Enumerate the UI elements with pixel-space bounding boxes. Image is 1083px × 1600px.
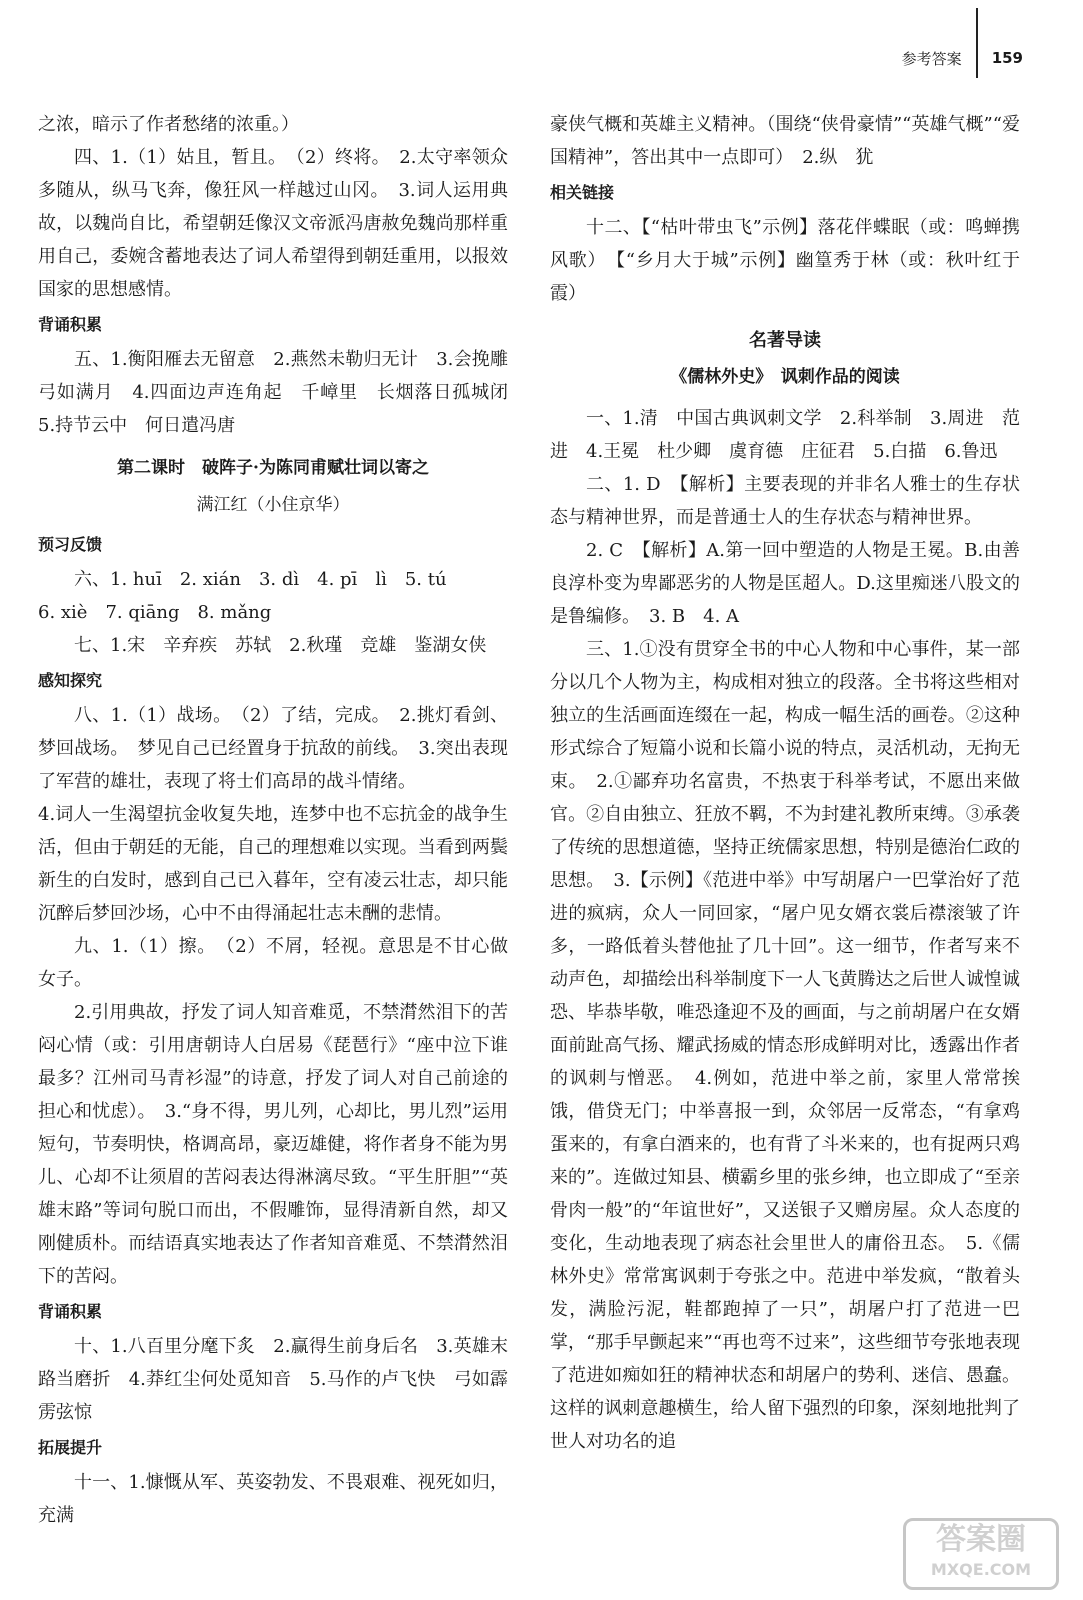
paragraph: 豪侠气概和英雄主义精神。（围绕“侠骨豪情”“英雄气概”“爱国精神”，答出其中一点即可） 2.纵 犹 xyxy=(550,114,1020,168)
answer-four: 四、1.（1）姑且，暂且。 （2）终将。 2.太守率领众多随从，纵马飞奔，像狂风一样越过山冈。 3.词人运用典故，以魏尚自比，希望朝廷像汉文帝派冯唐赦免魏尚那样重用自己，委婉含蓄地表达了词人希望得到朝廷重用，以报效国家的思想感情。 xyxy=(38,147,508,300)
left-column xyxy=(38,108,526,1532)
answer-twelve: 十二、【“枯叶带虫飞”示例】落花伴蝶眠（或：鸣蝉携风歌） 【“乡月大于城”示例】幽篁秀于林（或：秋叶红于霞） xyxy=(550,217,1020,304)
answer-nine-2: 2.引用典故，抒发了词人知音难觅，不禁潸然泪下的苦闷心情（或：引用唐朝诗人白居易《琵琶行》“座中泣下谁最多？江州司马青衫湿”的诗意，抒发了词人对自己前途的担心和忧虑）。 3.“身不得，男儿列，心却比，男儿烈”运用短句，节奏明快，格调高昂，豪迈雄健，将作者身不能为男儿、心却不让须眉的苦闷表达得淋漓尽致。“平生肝胆”“英雄末路”等词句脱口而出，不假雕饰，显得清新自然，却又刚健质朴。而结语真实地表达了作者知音难觅、不禁潸然泪下的苦闷。 xyxy=(38,1002,508,1287)
answer-eleven: 十一、1.慷慨从军、英姿勃发、不畏艰难、视死如归，充满 xyxy=(38,1472,508,1526)
header-title: 参考答案 xyxy=(901,49,962,68)
answer-eight-4: 4.词人一生渴望抗金收复失地，连梦中也不忘抗金的战争生活，但由于朝廷的无能，自己的理想难以实现。当看到两鬓新生的白发时，感到自己已入暮年，空有凌云壮志，却只能沉醉后梦回沙场，心中不由得涌起壮志未酬的悲情。 xyxy=(38,804,508,924)
watermark-logo xyxy=(903,1518,1059,1590)
answer-five: 五、1.衡阳雁去无留意 2.燕然未勒归无计 3.会挽雕弓如满月 4.四面边声连角起 千嶂里 长烟落日孤城闭 5.持节云中 何日遣冯唐 xyxy=(38,349,526,436)
header-divider xyxy=(976,8,978,78)
section-subtitle: 《儒林外史》 讽刺作品的阅读 xyxy=(670,367,900,387)
section-heading: 相关链接 xyxy=(550,183,615,202)
section-heading: 预习反馈 xyxy=(38,535,103,554)
page-header xyxy=(902,40,1023,76)
answer-eight: 八、1.（1）战场。 （2）了结，完成。 2.挑灯看剑、梦回战场。 梦见自己已经置身于抗敌的前线。 3.突出表现了军营的雄壮，表现了将士们高昂的战斗情绪。 xyxy=(38,705,508,792)
answer-six: 六、1. huī 2. xián 3. dì 4. pī lì 5. tú xyxy=(74,569,447,590)
right-column xyxy=(550,108,1020,1458)
lesson-subtitle: 满江红（小住京华） xyxy=(196,495,350,515)
page-number: 159 xyxy=(991,49,1023,67)
watermark-url: MXQE.COM xyxy=(930,1560,1032,1579)
answer-nine: 九、1.（1）擦。 （2）不屑，轻视。意思是不甘心做女子。 xyxy=(38,936,508,990)
reading-answer-three: 三、1.①没有贯穿全书的中心人物和中心事件，某一部分以几个人物为主，构成相对独立的段落。全书将这些相对独立的生活画面连缀在一起，构成一幅生活的画卷。②这种形式综合了短篇小说和长篇小说的特点，灵活机动，无拘无束。 2.①鄙弃功名富贵，不热衷于科举考试，不愿出来做官。②自由独立、狂放不羁，不为封建礼教所束缚。③承袭了传统的思想道德，坚持正统儒家思想，特别是德治仁政的思想。 3.【示例】《范进中举》中写胡屠户一巴掌治好了范进的疯病，众人一同回家，“屠户见女婿衣裳后襟滚皱了许多，一路低着头替他扯了几十回”。这一细节，作者写来不动声色，却描绘出科举制度下一人飞黄腾达之后世人诚惶诚恐、毕恭毕敬，唯恐逢迎不及的画面，与之前胡屠户在女婿面前趾高气扬、耀武扬威的情态形成鲜明对比，透露出作者的讽刺与憎恶。 4.例如，范进中举之前，家里人常常挨饿，借贷无门；中举喜报一到，众邻居一反常态，“有拿鸡蛋来的，有拿白酒来的，也有背了斗米来的，也有捉两只鸡来的”。连做过知县、横霸乡里的张乡绅，也立即成了“至亲骨肉一般”的“年谊世好”，又送银子又赠房屋。众人态度的变化，生动地表现了病态社会里世人的庸俗丑态。 5.《儒林外史》常常寓讽刺于夸张之中。范进中举发疯，“散着头发，满脸污泥，鞋都跑掉了一只”，胡屠户打了范进一巴掌，“那手早颤起来”“再也弯不过来”，这些细节夸张地表现了范进如痴如狂的精神状态和胡屠户的势利、迷信、愚蠢。这样的讽刺意趣横生，给人留下强烈的印象，深刻地批判了世人对功名的追 xyxy=(550,639,1020,1452)
reading-answer-two: 二、1. D 【解析】主要表现的并非名人雅士的生存状态与精神世界，而是普通士人的生存状态与精神世界。 xyxy=(550,474,1020,528)
reading-answer-two-2: 2. C 【解析】A.第一回中塑造的人物是王冕。B.由善良淳朴变为卑鄙恶劣的人物是匡超人。D.这里痴迷八股文的是鲁编修。 3. B 4. A xyxy=(550,540,1020,627)
section-title: 名著导读 xyxy=(749,330,821,351)
section-heading: 背诵积累 xyxy=(38,1302,103,1321)
answer-seven: 七、1.宋 辛弃疾 苏轼 2.秋瑾 竞雄 鉴湖女侠 xyxy=(74,635,487,656)
answer-six-cont: 6. xiè 7. qiāng 8. mǎng xyxy=(38,602,272,623)
watermark-text: 答案圈 xyxy=(936,1522,1026,1557)
section-heading: 背诵积累 xyxy=(38,315,103,334)
section-heading: 感知探究 xyxy=(38,671,103,690)
paragraph: 之浓，暗示了作者愁绪的浓重。） xyxy=(38,114,299,135)
reading-answer-one: 一、1.清 中国古典讽刺文学 2.科举制 3.周进 范进 4.王冕 杜少卿 虞育德 庄征君 5.白描 6.鲁迅 xyxy=(550,408,1020,462)
lesson-title: 第二课时 破阵子·为陈同甫赋壮词以寄之 xyxy=(117,458,429,478)
answer-ten: 十、1.八百里分麾下炙 2.赢得生前身后名 3.英雄末路当磨折 4.莽红尘何处觅知音 5.马作的卢飞快 弓如霹雳弦惊 xyxy=(38,1336,508,1423)
section-heading: 拓展提升 xyxy=(38,1438,103,1457)
